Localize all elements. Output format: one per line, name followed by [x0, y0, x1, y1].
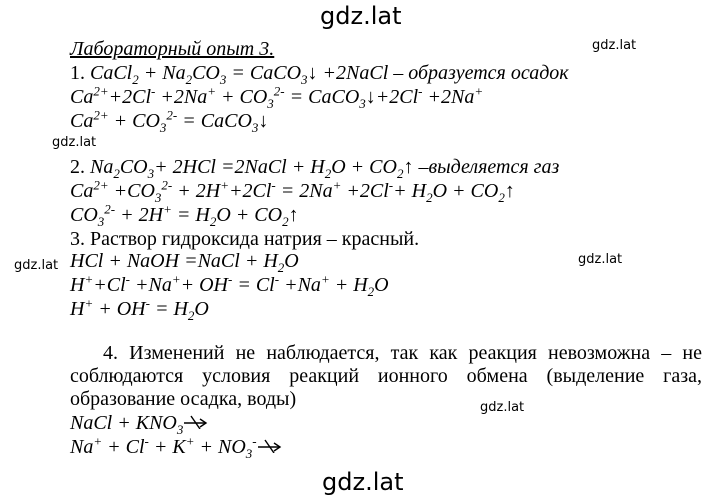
- equation-3-short-ionic: $H^+ + OH^- = H_2O$: [70, 295, 209, 323]
- equation-4-ionic: $Na^+ + Cl^- + K^+ + NO_3^-$: [70, 436, 283, 458]
- arrow-down-icon: ↓: [307, 62, 318, 84]
- watermark-top: gdz.lat: [320, 2, 402, 30]
- statement-4: 4. Изменений не наблюдается, так как реакция невозможна – не соблюдаются условия реакций ионного обмена (выделение газа, образование осадка, воды): [70, 342, 702, 410]
- watermark: gdz.lat: [480, 400, 525, 415]
- arrow-down-icon: ↓: [365, 86, 376, 108]
- watermark-bottom: gdz.lat: [322, 468, 404, 496]
- equation-2-molecular: 2. $Na_2CO_3+ 2HCl$ =2NaCl + $H_2O$ + $CO_2↑$ –выделяется газ: [70, 156, 560, 181]
- crossed-arrow-icon: [257, 439, 283, 453]
- statement-3: 3. Раствор гидроксида натрия – красный.: [70, 228, 420, 250]
- equation-3-full-ionic: $H^++Cl^- +Na^++ OH^- = Cl^- +Na^+ + H_2O$: [70, 271, 389, 299]
- equation-2-short-ionic: $CO_3^{2-} + 2H^+ = H_2O$ + $CO_2↑$: [70, 201, 299, 229]
- equation-1-molecular: 1. CaCl$_2$ + $Na_2CO_3$ = CaCO$_3$↓ +2NaCl – образуется осадок: [70, 62, 569, 87]
- watermark: gdz.lat: [52, 135, 97, 150]
- equation-1-short-ionic: $Ca^{2+} + CO_3^{2-}$ = CaCO$_3$↓: [70, 107, 269, 135]
- watermark: gdz.lat: [578, 252, 623, 267]
- watermark: gdz.lat: [14, 258, 59, 273]
- equation-2-full-ionic: $Ca^{2+} +CO_3^{2-} + 2H^++2Cl^- = 2Na^+ +2Cl^-+ H_2O$ + $CO_2↑$: [70, 177, 515, 205]
- equation-4-molecular: NaCl + $KNO_3$: [70, 412, 209, 434]
- arrow-down-icon: ↓: [258, 110, 269, 132]
- arrow-up-icon: ↑: [288, 204, 299, 226]
- experiment-title: Лабораторный опыт 3.: [70, 38, 275, 60]
- equation-3-molecular: HCl + NaOH =NaCl + $H_2O$: [70, 250, 299, 275]
- watermark: gdz.lat: [592, 38, 637, 53]
- equation-1-full-ionic: $Ca^{2+}+2Cl^- +2Na^+ + CO_3^{2-}$ = CaCO$_3$↓+2Cl- +2Na+: [70, 83, 484, 111]
- arrow-up-icon: ↑: [403, 156, 414, 178]
- arrow-up-icon: ↑: [504, 180, 515, 202]
- crossed-arrow-icon: [183, 415, 209, 429]
